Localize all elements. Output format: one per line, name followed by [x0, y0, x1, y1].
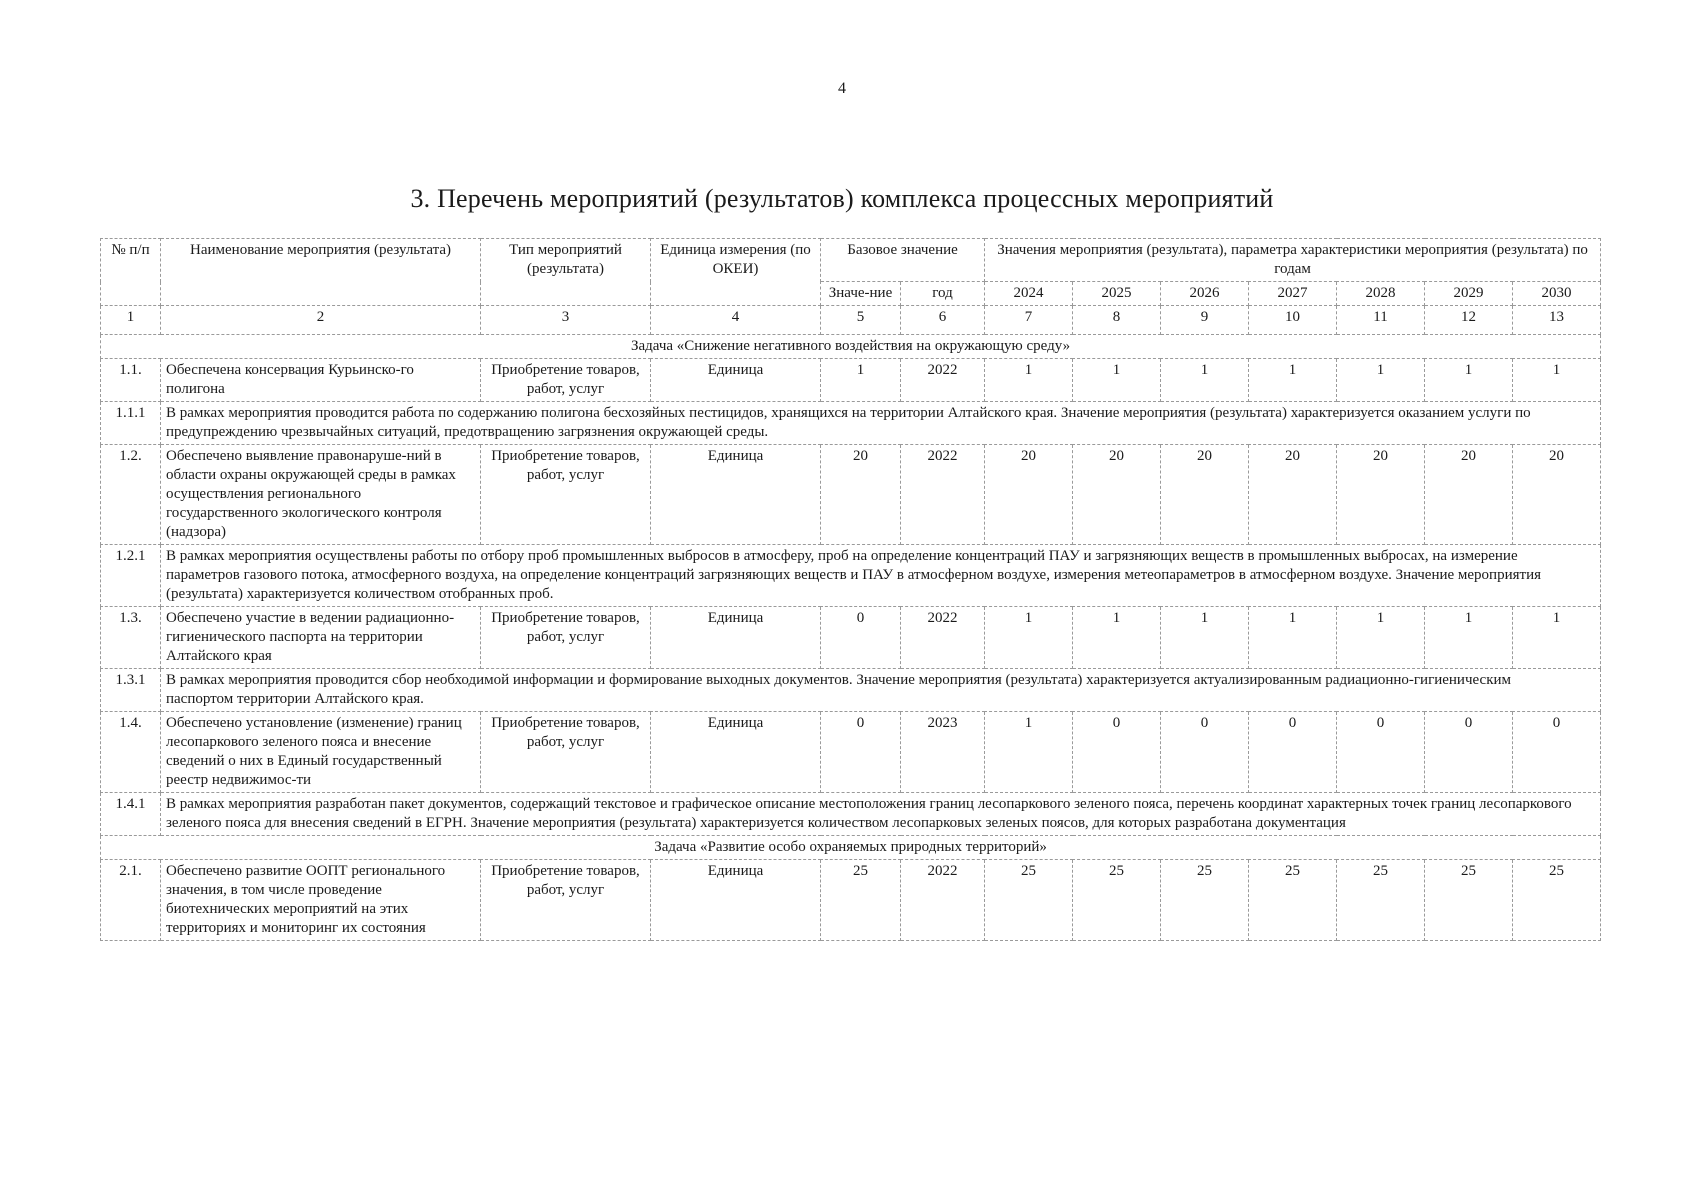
year-value: 25 [1161, 860, 1249, 941]
table-row [101, 860, 1601, 941]
year-value: 1 [1161, 359, 1249, 402]
task-title: Задача «Развитие особо охраняемых природных территорий» [101, 836, 1601, 860]
measure-unit: Единица [651, 445, 821, 545]
year-value: 20 [1249, 445, 1337, 545]
header-year: 2030 [1513, 282, 1601, 306]
column-number: 12 [1425, 306, 1513, 335]
column-number: 10 [1249, 306, 1337, 335]
measure-name: Обеспечена консервация Курьинско-го полигона [161, 359, 481, 402]
row-number: 1.2. [101, 445, 161, 545]
header-name: Наименование мероприятия (результата) [161, 239, 481, 306]
header-base: Базовое значение [821, 239, 985, 282]
column-number: 13 [1513, 306, 1601, 335]
header-year: 2026 [1161, 282, 1249, 306]
description-row [101, 545, 1601, 607]
measure-unit: Единица [651, 359, 821, 402]
year-value: 1 [1513, 607, 1601, 669]
measure-unit: Единица [651, 712, 821, 793]
base-value: 1 [821, 359, 901, 402]
description-text: В рамках мероприятия проводится сбор необходимой информации и формирование выходных документов. Значение мероприятия (результата) характеризуется актуализированным радиационно-гигиеническим паспортом территории Алтайского края. [161, 669, 1601, 712]
measure-type: Приобретение товаров, работ, услуг [481, 712, 651, 793]
year-value: 1 [1425, 607, 1513, 669]
measure-unit: Единица [651, 607, 821, 669]
header-year: 2024 [985, 282, 1073, 306]
header-number: № п/п [101, 239, 161, 306]
column-number: 7 [985, 306, 1073, 335]
description-text: В рамках мероприятия разработан пакет документов, содержащий текстовое и графическое описание местоположения границ лесопаркового зеленого пояса, перечень координат характерных точек границ лесопаркового зеленого пояса для внесения сведений в ЕГРН. Значение мероприятия (результата) характеризуется количеством лесопарковых зеленых поясов, для которых разработана документация [161, 793, 1601, 836]
year-value: 20 [1513, 445, 1601, 545]
measure-name: Обеспечено развитие ООПТ регионального значения, в том числе проведение биотехнических мероприятий на этих территориях и мониторинг их состояния [161, 860, 481, 941]
header-unit: Единица измерения (по ОКЕИ) [651, 239, 821, 306]
year-value: 1 [1073, 607, 1161, 669]
year-value: 1 [1337, 607, 1425, 669]
description-number: 1.3.1 [101, 669, 161, 712]
description-text: В рамках мероприятия проводится работа по содержанию полигона бесхозяйных пестицидов, хранящихся на территории Алтайского края. Значение мероприятия (результата) характеризуется оказанием услуги по предупреждению чрезвычайных ситуаций, предотвращению загрязнения окружающей среды. [161, 402, 1601, 445]
task-title: Задача «Снижение негативного воздействия на окружающую среду» [101, 335, 1601, 359]
header-year: 2027 [1249, 282, 1337, 306]
column-number: 1 [101, 306, 161, 335]
table-body [101, 335, 1601, 941]
measures-table [100, 238, 1601, 941]
base-year: 2022 [901, 607, 985, 669]
column-number: 4 [651, 306, 821, 335]
column-number: 5 [821, 306, 901, 335]
header-type: Тип мероприятий (результата) [481, 239, 651, 306]
header-values: Значения мероприятия (результата), параметра характеристики мероприятия (результата) по годам [985, 239, 1601, 282]
column-number: 3 [481, 306, 651, 335]
row-number: 1.3. [101, 607, 161, 669]
year-value: 1 [1249, 359, 1337, 402]
year-value: 1 [1161, 607, 1249, 669]
task-row [101, 836, 1601, 860]
table-row [101, 607, 1601, 669]
year-value: 20 [1337, 445, 1425, 545]
year-value: 0 [1161, 712, 1249, 793]
description-number: 1.1.1 [101, 402, 161, 445]
year-value: 20 [1161, 445, 1249, 545]
year-value: 1 [1249, 607, 1337, 669]
base-value: 20 [821, 445, 901, 545]
row-number: 1.4. [101, 712, 161, 793]
year-value: 25 [1513, 860, 1601, 941]
year-value: 1 [1073, 359, 1161, 402]
year-value: 0 [1513, 712, 1601, 793]
description-number: 1.4.1 [101, 793, 161, 836]
base-value: 25 [821, 860, 901, 941]
column-number: 8 [1073, 306, 1161, 335]
row-number: 1.1. [101, 359, 161, 402]
description-row [101, 793, 1601, 836]
measure-name: Обеспечено установление (изменение) границ лесопаркового зеленого пояса и внесение сведений о них в Единый государственный реестр недвижимос-ти [161, 712, 481, 793]
measure-type: Приобретение товаров, работ, услуг [481, 860, 651, 941]
year-value: 1 [985, 607, 1073, 669]
column-number: 2 [161, 306, 481, 335]
base-year: 2022 [901, 860, 985, 941]
year-value: 1 [1425, 359, 1513, 402]
year-value: 20 [985, 445, 1073, 545]
description-row [101, 669, 1601, 712]
column-number: 6 [901, 306, 985, 335]
measure-unit: Единица [651, 860, 821, 941]
year-value: 0 [1425, 712, 1513, 793]
year-value: 20 [1073, 445, 1161, 545]
measure-name: Обеспечено выявление правонаруше-ний в области охраны окружающей среды в рамках осуществления регионального государственного экологического контроля (надзора) [161, 445, 481, 545]
header-base-year: год [901, 282, 985, 306]
description-row [101, 402, 1601, 445]
year-value: 25 [1249, 860, 1337, 941]
column-number: 11 [1337, 306, 1425, 335]
header-year: 2029 [1425, 282, 1513, 306]
base-value: 0 [821, 712, 901, 793]
task-row [101, 335, 1601, 359]
measure-type: Приобретение товаров, работ, услуг [481, 607, 651, 669]
description-text: В рамках мероприятия осуществлены работы по отбору проб промышленных выбросов в атмосферу, проб на определение концентраций ПАУ и загрязняющих веществ в промышленных выбросах, на измерение параметров газового потока, атмосферного воздуха, на определение концентраций загрязняющих веществ и ПАУ в атмосферном воздухе, измерения метеопараметров в атмосферном воздухе. Значение мероприятия (результата) характеризуется количеством отобранных проб. [161, 545, 1601, 607]
year-value: 0 [1073, 712, 1161, 793]
column-number: 9 [1161, 306, 1249, 335]
year-value: 25 [985, 860, 1073, 941]
year-value: 0 [1337, 712, 1425, 793]
base-year: 2022 [901, 359, 985, 402]
year-value: 25 [1073, 860, 1161, 941]
document-title: 3. Перечень мероприятий (результатов) комплекса процессных мероприятий [410, 184, 1274, 213]
year-value: 25 [1425, 860, 1513, 941]
description-number: 1.2.1 [101, 545, 161, 607]
year-value: 0 [1249, 712, 1337, 793]
year-value: 1 [1337, 359, 1425, 402]
header-year: 2025 [1073, 282, 1161, 306]
header-base-value: Значе-ние [821, 282, 901, 306]
table-row [101, 445, 1601, 545]
measure-type: Приобретение товаров, работ, услуг [481, 445, 651, 545]
base-year: 2023 [901, 712, 985, 793]
measure-name: Обеспечено участие в ведении радиационно-гигиенического паспорта на территории Алтайского края [161, 607, 481, 669]
page-number: 4 [838, 80, 846, 97]
header-year: 2028 [1337, 282, 1425, 306]
year-value: 20 [1425, 445, 1513, 545]
table-row [101, 359, 1601, 402]
year-value: 25 [1337, 860, 1425, 941]
year-value: 1 [985, 712, 1073, 793]
year-value: 1 [985, 359, 1073, 402]
year-value: 1 [1513, 359, 1601, 402]
row-number: 2.1. [101, 860, 161, 941]
measure-type: Приобретение товаров, работ, услуг [481, 359, 651, 402]
base-year: 2022 [901, 445, 985, 545]
table-row [101, 712, 1601, 793]
base-value: 0 [821, 607, 901, 669]
